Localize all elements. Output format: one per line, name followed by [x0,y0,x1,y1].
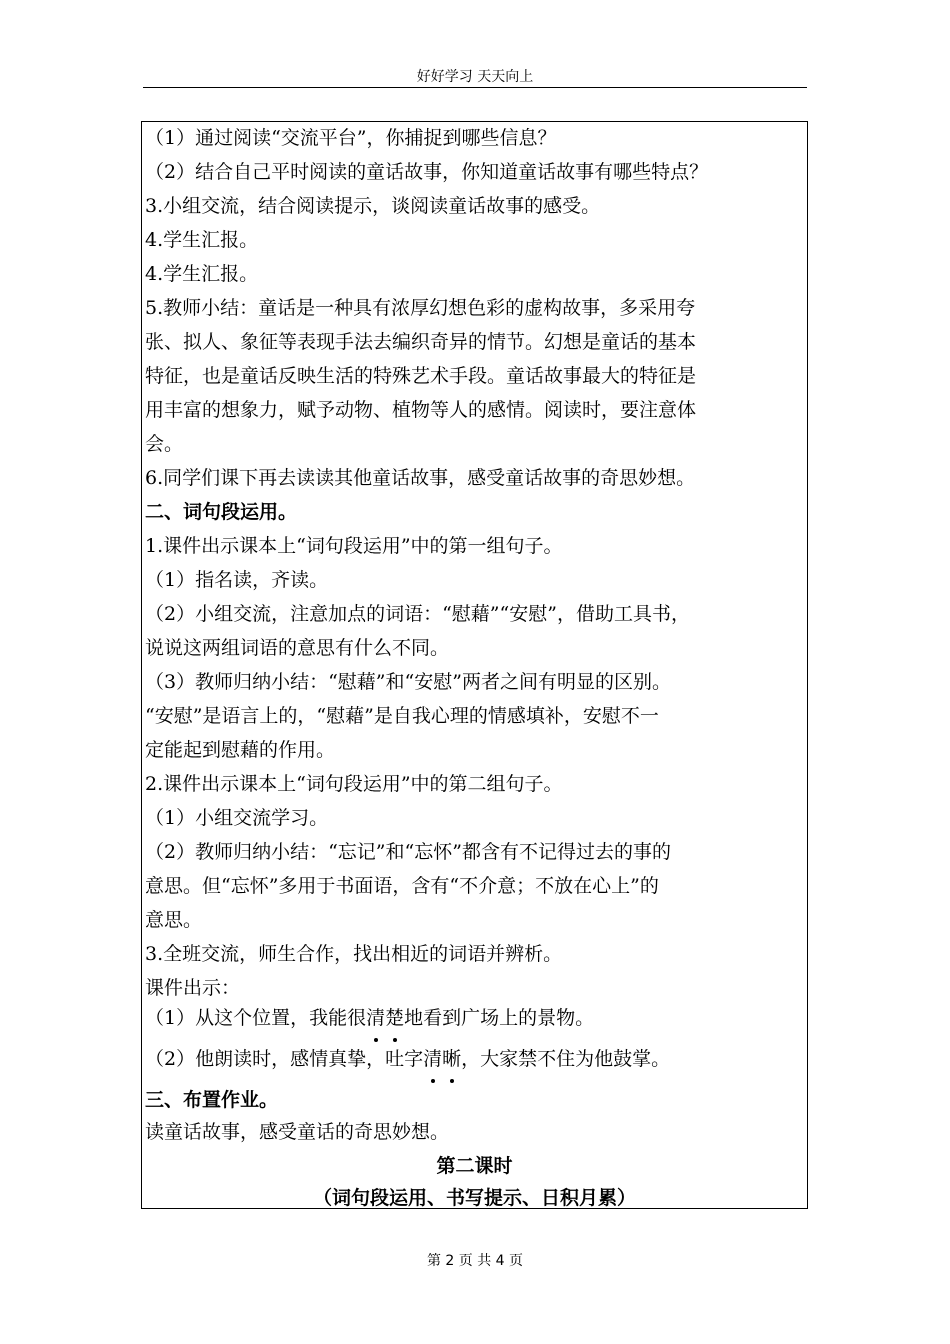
text-line: 读童话故事，感受童话的奇思妙想。 [145,1121,450,1143]
text-line: 4.学生汇报。 [145,263,259,285]
text-line: 2.课件出示课本上“词句段运用”中的第二组句子。 [145,773,563,795]
text-line: 1.课件出示课本上“词句段运用”中的第一组句子。 [145,535,563,557]
text-line: 说说这两组词语的意思有什么不同。 [145,637,450,659]
emphasized-char: 楚 [385,1007,405,1029]
text-line: 6.同学们课下再去读读其他童话故事，感受童话故事的奇思妙想。 [145,467,696,489]
page-header: 好好学习 天天向上 [416,69,534,85]
section-heading: 三、布置作业。 [145,1089,279,1111]
sentence-text: （2）他朗读时，感情真挚，吐字 [145,1048,424,1070]
text-line: 课件出示： [145,977,241,999]
section-heading: 二、词句段运用。 [145,501,298,523]
text-line: （1）通过阅读“交流平台”，你捕捉到哪些信息？ [145,127,557,149]
text-line: 意思。 [145,909,203,931]
lesson-title: 第二课时 [436,1155,513,1177]
text-line: 张、拟人、象征等表现手法去编织奇异的情节。幻想是童话的基本 [145,331,697,353]
text-line: “安慰”是语言上的，“慰藉”是自我心理的情感填补，安慰不一 [145,705,659,727]
page-footer: 第 2 页 共 4 页 [426,1253,524,1269]
sentence-text: ，大家禁不住为他鼓掌。 [461,1048,671,1070]
lesson-subtitle: （词句段运用、书写提示、日积月累） [312,1187,636,1209]
text-line: 用丰富的想象力，赋予动物、植物等人的感情。阅读时，要注意体 [145,399,697,421]
header-divider [143,87,807,88]
sentence-text: 地看到广场上的景物。 [404,1007,595,1029]
text-line: 5.教师小结：童话是一种具有浓厚幻想色彩的虚构故事，多采用夸 [145,297,696,319]
text-line: 意思。但“忘怀”多用于书面语，含有“不介意；不放在心上”的 [145,875,659,897]
text-line: （1）小组交流学习。 [145,807,329,829]
text-line: 会。 [145,433,184,455]
text-line: （2）小组交流，注意加点的词语：“慰藉”“安慰”，借助工具书， [145,603,690,625]
text-line: 4.学生汇报。 [145,229,259,251]
text-line: 特征，也是童话反映生活的特殊艺术手段。童话故事最大的特征是 [145,365,697,387]
text-line: 3.小组交流，结合阅读提示，谈阅读童话故事的感受。 [145,195,601,217]
example-sentence-2 [145,1047,670,1071]
text-line: （3）教师归纳小结：“慰藉”和“安慰”两者之间有明显的区别。 [145,671,671,693]
text-line: 定能起到慰藉的作用。 [145,739,336,761]
example-sentence-1 [145,1006,594,1030]
emphasized-char: 晰 [442,1048,462,1070]
emphasized-char: 清 [423,1048,443,1070]
text-line: （2）教师归纳小结：“忘记”和“忘怀”都含有不记得过去的事的 [145,841,671,863]
text-line: （1）指名读，齐读。 [145,569,329,591]
text-line: （2）结合自己平时阅读的童话故事，你知道童话故事有哪些特点？ [145,161,709,183]
sentence-text: （1）从这个位置，我能很 [145,1007,367,1029]
emphasized-char: 清 [366,1007,386,1029]
text-line: 3.全班交流，师生合作，找出相近的词语并辨析。 [145,943,563,965]
